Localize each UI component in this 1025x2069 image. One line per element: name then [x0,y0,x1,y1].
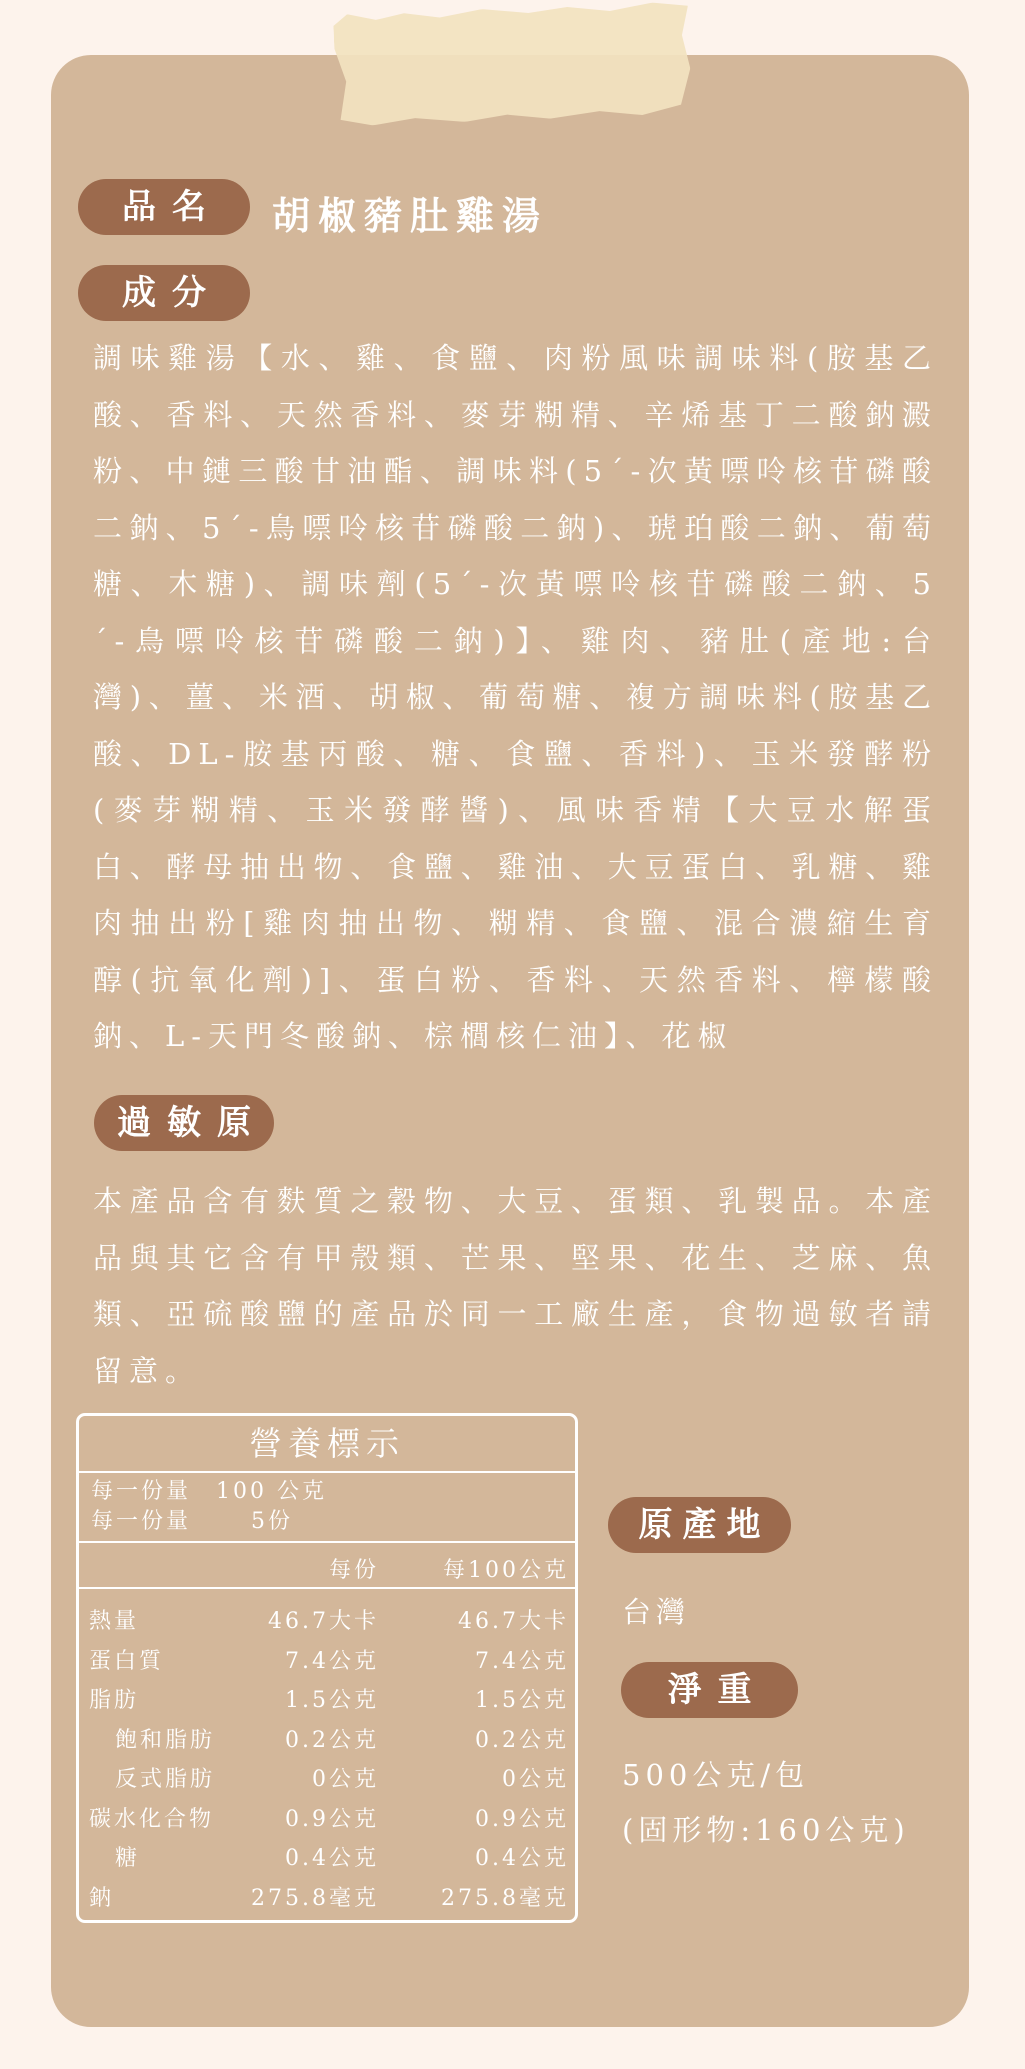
nutrient-name: 碳水化合物 [89,1806,215,1832]
nutrition-row-trans-fat [79,1757,575,1797]
nutrition-table [76,1413,578,1923]
nutrient-per-100g: 7.4公克 [475,1648,569,1674]
ingredients-text: 調味雞湯【水、雞、食鹽、肉粉風味調味料(胺基乙酸、香料、天然香料、麥芽糊精、辛烯基丁二酸鈉澱粉、中鏈三酸甘油酯、調味料(5´-次黃嘌呤核苷磷酸二鈉、5´-鳥嘌呤核苷磷酸二鈉)、琥珀酸二鈉、葡萄糖、木糖)、調味劑(5´-次黃嘌呤核苷磷酸二鈉、5´-鳥嘌呤核苷磷酸二鈉)】、雞肉、豬肚(產地:台灣)、薑、米酒、胡椒、葡萄糖、複方調味料(胺基乙酸、DL-胺基丙酸、糖、食鹽、香料)、玉米發酵粉(麥芽糊精、玉米發酵醬)、風味香精【大豆水解蛋白、酵母抽出物、食鹽、雞油、大豆蛋白、乳糖、雞肉抽出粉[雞肉抽出物、糊精、食鹽、混合濃縮生育醇(抗氧化劑)]、蛋白粉、香料、天然香料、檸檬酸鈉、L-天門冬酸鈉、棕櫚核仁油】、花椒 [93,341,938,1053]
nutrient-per-serving: 0公克 [312,1767,379,1792]
nutrient-name: 糖 [115,1846,141,1871]
nutrient-per-serving: 1.5公克 [285,1688,379,1713]
nutrient-name: 鈉 [89,1885,115,1911]
nutrition-row-saturated-fat [79,1718,575,1758]
nutrient-per-100g: 275.8毫克 [441,1885,569,1911]
serving-size: 每一份量 100 公克 [91,1479,327,1504]
nutrient-per-serving: 275.8毫克 [251,1885,379,1911]
nutrition-row-carbohydrate [79,1797,575,1837]
nutrition-row-sodium [79,1876,575,1916]
nutrient-name: 反式脂肪 [115,1767,216,1792]
nutrient-per-100g: 0.4公克 [475,1846,569,1871]
nutrient-name: 飽和脂肪 [115,1727,216,1753]
nutrient-per-100g: 0.2公克 [475,1727,569,1753]
nutrient-name: 脂肪 [89,1688,140,1713]
origin-label: 原產地 [608,1497,791,1553]
nutrient-per-100g: 46.7大卡 [458,1609,569,1634]
nutrient-per-100g: 1.5公克 [475,1688,569,1713]
nutrient-per-serving: 0.2公克 [285,1727,379,1753]
nutrition-row-energy [79,1599,575,1639]
masking-tape [333,1,692,127]
nutrition-row-protein [79,1639,575,1679]
serving-info [79,1473,575,1543]
net-weight-value: 500公克/包 [622,1758,810,1792]
net-weight-label: 淨重 [621,1662,798,1718]
nutrition-title: 營養標示 [79,1416,575,1473]
nutrient-per-serving: 0.9公克 [285,1806,379,1832]
origin-value: 台灣 [622,1595,691,1629]
solid-weight-value: (固形物:160公克) [622,1813,910,1847]
col-per-serving: 每份 [328,1558,379,1583]
servings-per-pack: 每一份量 5份 [91,1509,293,1534]
nutrient-per-serving: 0.4公克 [285,1846,379,1871]
nutrition-column-headers [79,1543,575,1589]
product-name-label: 品名 [78,179,250,235]
nutrient-name: 蛋白質 [89,1648,165,1674]
nutrient-per-100g: 0公克 [502,1767,569,1792]
nutrition-rows [79,1589,575,1915]
ingredients-label: 成分 [78,265,250,321]
col-per-100g: 每100公克 [443,1558,569,1583]
nutrient-per-serving: 46.7大卡 [268,1609,379,1634]
allergen-text: 本產品含有麩質之穀物、大豆、蛋類、乳製品。本產品與其它含有甲殼類、芒果、堅果、花生、芝麻、魚類、亞硫酸鹽的產品於同一工廠生產，食物過敏者請留意。 [93,1184,938,1388]
product-name: 胡椒豬肚雞湯 [272,193,549,238]
allergen-label: 過敏原 [94,1095,274,1151]
nutrition-row-sugar [79,1836,575,1876]
nutrient-per-100g: 0.9公克 [475,1806,569,1832]
nutrient-per-serving: 7.4公克 [285,1648,379,1674]
nutrient-name: 熱量 [89,1609,140,1634]
nutrition-row-fat [79,1678,575,1718]
